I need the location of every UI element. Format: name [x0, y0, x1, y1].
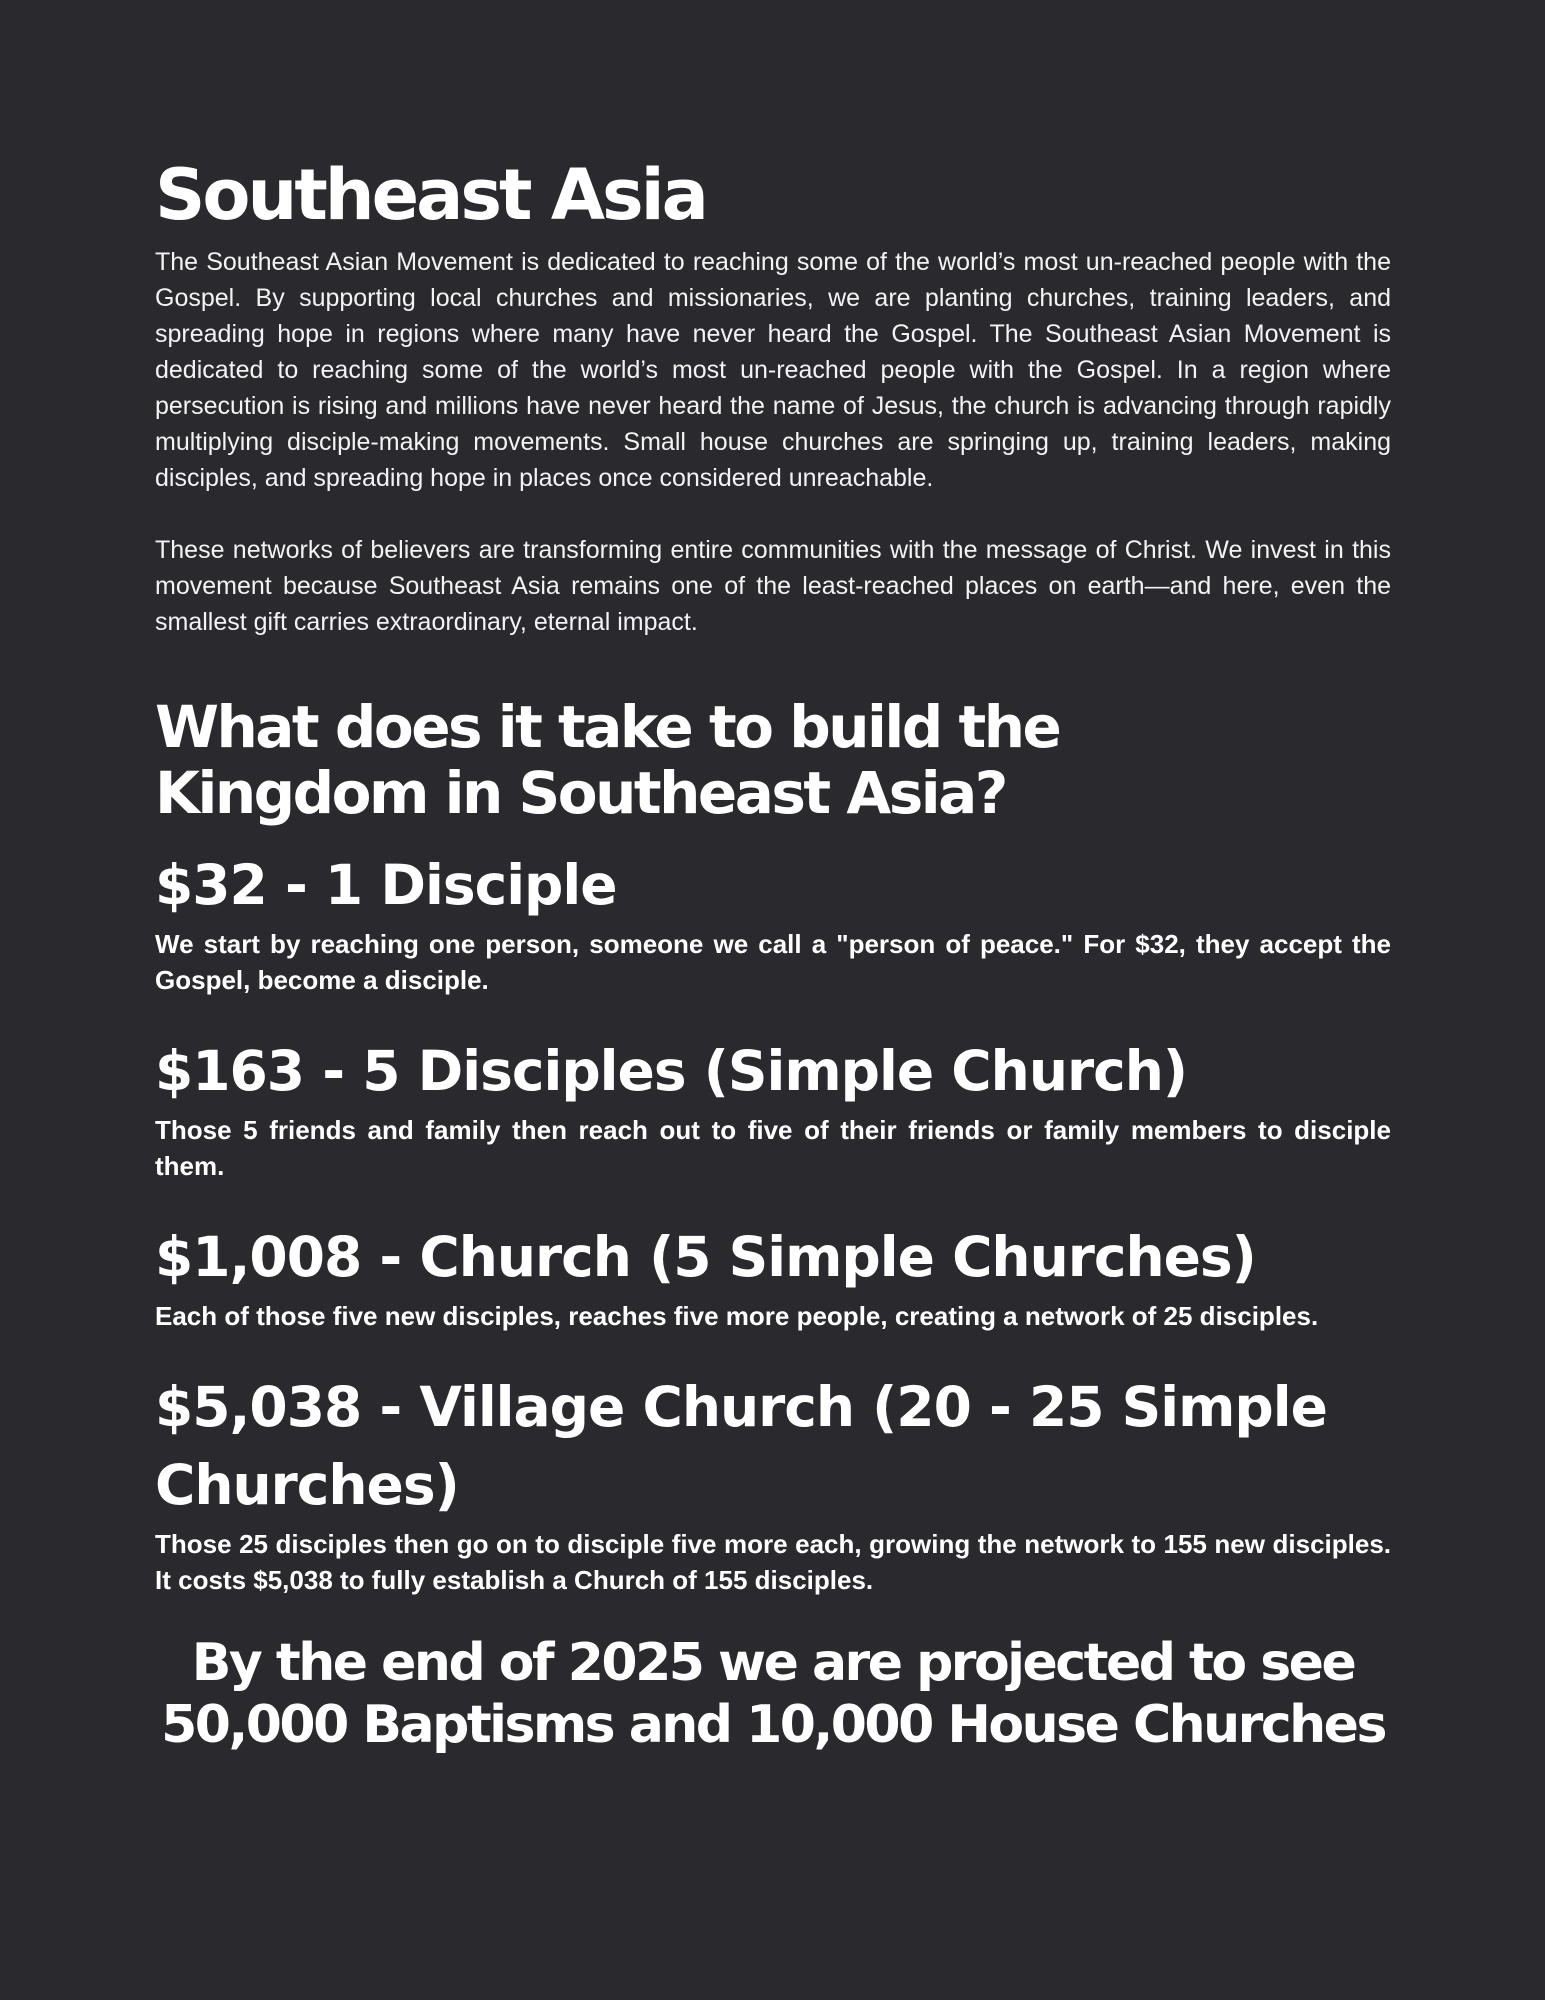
tier-title: $1,008 - Church (5 Simple Churches) — [155, 1225, 1256, 1289]
tier-block — [155, 1218, 1391, 1334]
section-heading-line: Kingdom in Southeast Asia? — [155, 759, 1006, 827]
section-heading-line: What does it take to build the — [155, 693, 1060, 761]
tier-block — [155, 846, 1391, 998]
tier-title: $5,038 - Village Church (20 - 25 Simple Churches) — [155, 1375, 1327, 1517]
intro-paragraph: The Southeast Asian Movement is dedicated to reaching some of the world’s most un-reached people with the Gospel. By supporting local churches and missionaries, we are planting churches, training leaders, and spreading hope in regions where many have never heard the Gospel. The Southeast Asian Movement is dedicated to reaching some of the world’s most un-reached people with the Gospel. In a region where persecution is rising and millions have never heard the name of Jesus, the church is advancing through rapidly multiplying disciple-making movements. Small house churches are springing up, training leaders, making disciples, and spreading hope in places once considered unreachable. — [155, 248, 1391, 492]
page-title: Southeast Asia — [155, 154, 706, 236]
projection-line: By the end of 2025 we are projected to see — [191, 1633, 1355, 1693]
section-heading — [155, 694, 1391, 826]
projection-line: 50,000 Baptisms and 10,000 House Churches — [161, 1695, 1385, 1755]
tier-description: Each of those five new disciples, reaches five more people, creating a network of 25 disciples. — [155, 1301, 1319, 1331]
projection-statement — [155, 1632, 1391, 1756]
tier-description: We start by reaching one person, someone we call a "person of peace." For $32, they accept the Gospel, become a disciple. — [155, 929, 1391, 995]
tier-title: $32 - 1 Disciple — [155, 853, 617, 917]
page-content — [155, 154, 1391, 1756]
tier-description: Those 5 friends and family then reach out to five of their friends or family members to disciple them. — [155, 1115, 1391, 1181]
tier-description: Those 25 disciples then go on to disciple five more each, growing the network to 155 new disciples. It costs $5,038 to fully establish a Church of 155 disciples. — [155, 1529, 1391, 1595]
tier-title: $163 - 5 Disciples (Simple Church) — [155, 1039, 1188, 1103]
tier-block — [155, 1368, 1391, 1598]
intro-section — [155, 244, 1391, 640]
intro-paragraph: These networks of believers are transforming entire communities with the message of Christ. We invest in this movement because Southeast Asia remains one of the least-reached places on earth—and here, even the smallest gift carries extraordinary, eternal impact. — [155, 536, 1391, 636]
tier-block — [155, 1032, 1391, 1184]
